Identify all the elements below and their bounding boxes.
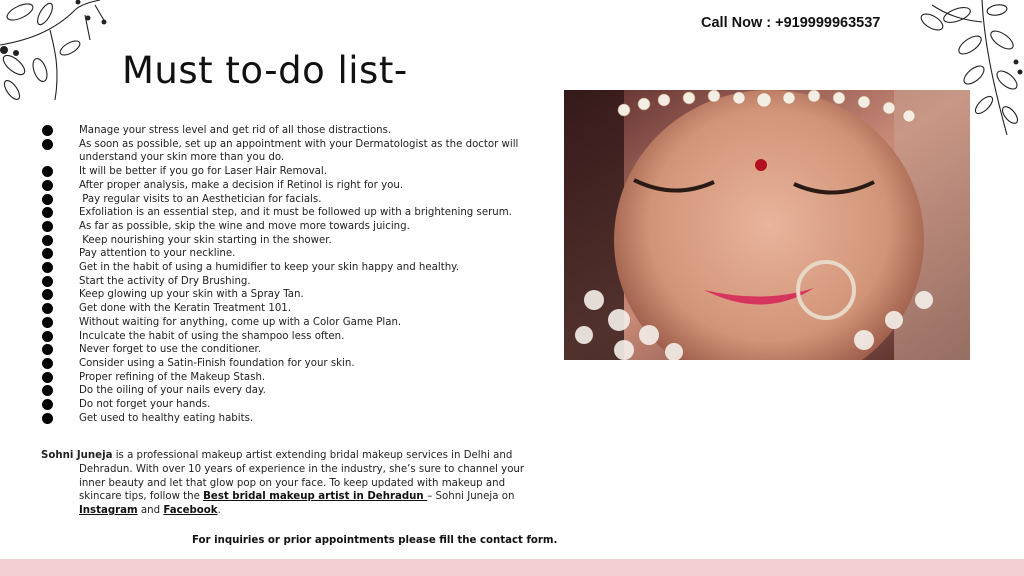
bullet-dot-icon [42,344,53,355]
best-bridal-makeup-link[interactable]: Best bridal makeup artist in Dehradun [203,491,428,503]
bullet-dot-icon [42,358,53,369]
bullet-dot-icon [42,399,53,410]
bullet-dot-icon [42,125,53,136]
list-item: After proper analysis, make a decision if Retinol is right for you. [40,179,520,193]
bullet-dot-icon [42,180,53,191]
list-item: Keep nourishing your skin starting in the shower. [40,234,520,248]
bullet-dot-icon [42,303,53,314]
todo-list [40,124,520,425]
bullet-dot-icon [42,372,53,383]
list-item: Consider using a Satin-Finish foundation for your skin. [40,357,520,371]
facebook-link[interactable]: Facebook [163,505,218,516]
bridal-photo [564,90,970,360]
list-item: Do not forget your hands. [40,398,520,412]
list-item: It will be better if you go for Laser Hair Removal. [40,165,520,179]
list-item: Do the oiling of your nails every day. [40,384,520,398]
call-now-phone[interactable]: Call Now : +919999963537 [701,15,881,31]
leaf-branch-top-left-icon [0,0,115,110]
bullet-dot-icon [42,385,53,396]
bio-paragraph: Sohni Juneja is a professional makeup artist extending bridal makeup services in Delhi and Dehradun. With over 10 years of experience in the industry, she’s sure to channel your inner beauty and let that glow pop on your face. To keep updated with makeup and skincare tips, follow the Best bridal makeup artist in Dehradun – Sohni Juneja on Instagram and Facebook. [41,450,525,516]
bullet-dot-icon [42,317,53,328]
list-item: As soon as possible, set up an appointment with your Dermatologist as the doctor will understand your skin more than you do. [40,138,520,165]
list-item: Pay regular visits to an Aesthetician for facials. [40,193,520,207]
list-item: Pay attention to your neckline. [40,247,520,261]
inquiry-note: For inquiries or prior appointments please fill the contact form. [192,535,558,546]
bullet-dot-icon [42,276,53,287]
bullet-dot-icon [42,331,53,342]
list-item: Exfoliation is an essential step, and it must be followed up with a brightening serum. [40,206,520,220]
bullet-dot-icon [42,262,53,273]
footer-bar [0,559,1024,576]
artist-name: Sohni Juneja [41,450,113,462]
list-item: Proper refining of the Makeup Stash. [40,371,520,385]
list-item: Never forget to use the conditioner. [40,343,520,357]
list-item: Get used to healthy eating habits. [40,412,520,426]
list-item: Get in the habit of using a humidifier to keep your skin happy and healthy. [40,261,520,275]
bullet-dot-icon [42,139,53,150]
list-item: Get done with the Keratin Treatment 101. [40,302,520,316]
bullet-dot-icon [42,248,53,259]
bullet-dot-icon [42,235,53,246]
list-item: Manage your stress level and get rid of all those distractions. [40,124,520,138]
list-item: Keep glowing up your skin with a Spray Tan. [40,288,520,302]
bullet-dot-icon [42,289,53,300]
list-item: Inculcate the habit of using the shampoo less often. [40,330,520,344]
bullet-dot-icon [42,413,53,424]
bullet-dot-icon [42,207,53,218]
bullet-dot-icon [42,194,53,205]
list-item: As far as possible, skip the wine and move more towards juicing. [40,220,520,234]
page-title: Must to-do list- [122,48,408,92]
instagram-link[interactable]: Instagram [79,505,138,516]
list-item: Without waiting for anything, come up with a Color Game Plan. [40,316,520,330]
bullet-dot-icon [42,221,53,232]
bullet-dot-icon [42,166,53,177]
list-item: Start the activity of Dry Brushing. [40,275,520,289]
